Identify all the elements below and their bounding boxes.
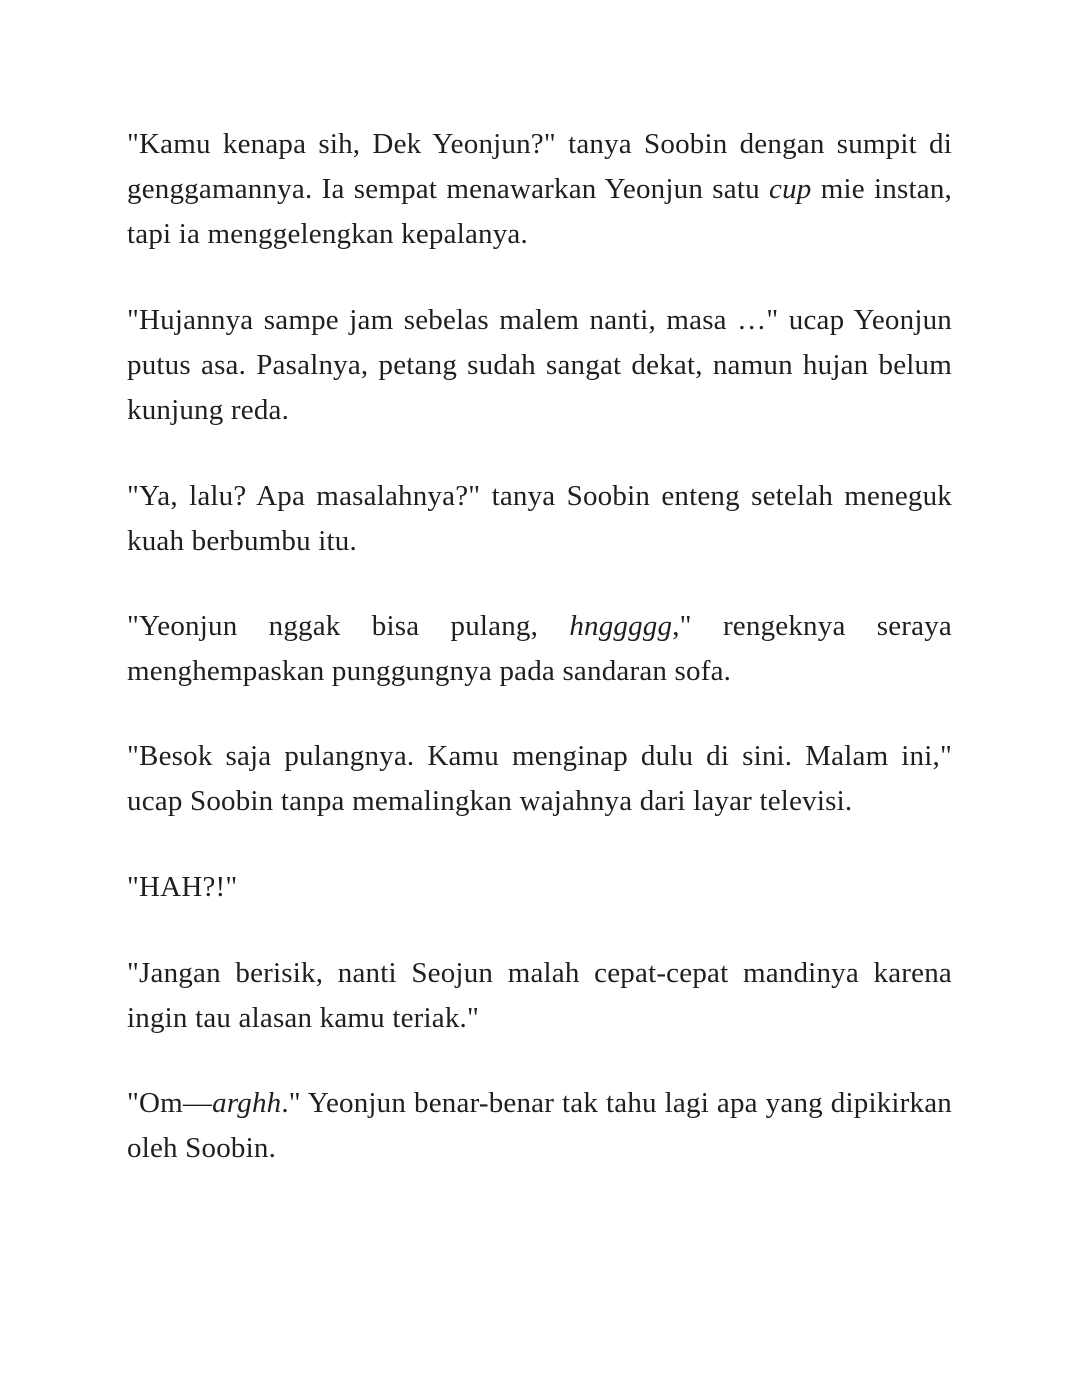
paragraph-2	[127, 298, 952, 433]
italic-segment: arghh	[212, 1087, 282, 1119]
paragraph-8	[127, 1081, 952, 1171]
paragraph-5	[127, 734, 952, 824]
text-segment: "Besok saja pulangnya. Kamu menginap dulu di sini. Malam ini," ucap Soobin tanpa memalingkan wajahnya dari layar televisi.	[127, 740, 952, 817]
italic-segment: hnggggg	[569, 610, 673, 642]
text-segment: ," rengeknya seraya menghempaskan punggungnya pada sandaran sofa.	[127, 610, 953, 687]
text-segment: "HAH?!"	[127, 871, 238, 903]
text-segment: mie instan, tapi ia menggelengkan kepalanya.	[127, 173, 952, 250]
text-segment: "Hujannya sampe jam sebelas malem nanti, masa …" ucap Yeonjun putus asa. Pasalnya, petang sudah sangat dekat, namun hujan belum kunjung reda.	[127, 304, 952, 426]
paragraph-6	[127, 865, 952, 910]
text-segment: ." Yeonjun benar-benar tak tahu lagi apa yang dipikirkan oleh Soobin.	[127, 1087, 952, 1164]
paragraph-4	[127, 604, 952, 694]
paragraph-3	[127, 474, 952, 564]
story-page	[127, 122, 952, 1212]
text-segment: "Om—	[127, 1087, 213, 1119]
text-segment: "Jangan berisik, nanti Seojun malah cepat-cepat mandinya karena ingin tau alasan kamu teriak."	[127, 957, 952, 1034]
italic-segment: cup	[769, 173, 812, 205]
paragraph-7	[127, 951, 952, 1041]
text-segment: "Ya, lalu? Apa masalahnya?" tanya Soobin enteng setelah meneguk kuah berbumbu itu.	[127, 480, 952, 557]
text-segment: "Kamu kenapa sih, Dek Yeonjun?" tanya Soobin dengan sumpit di genggamannya. Ia sempat menawarkan Yeonjun satu	[127, 128, 952, 205]
text-segment: "Yeonjun nggak bisa pulang,	[127, 610, 570, 642]
paragraph-1	[127, 122, 952, 257]
